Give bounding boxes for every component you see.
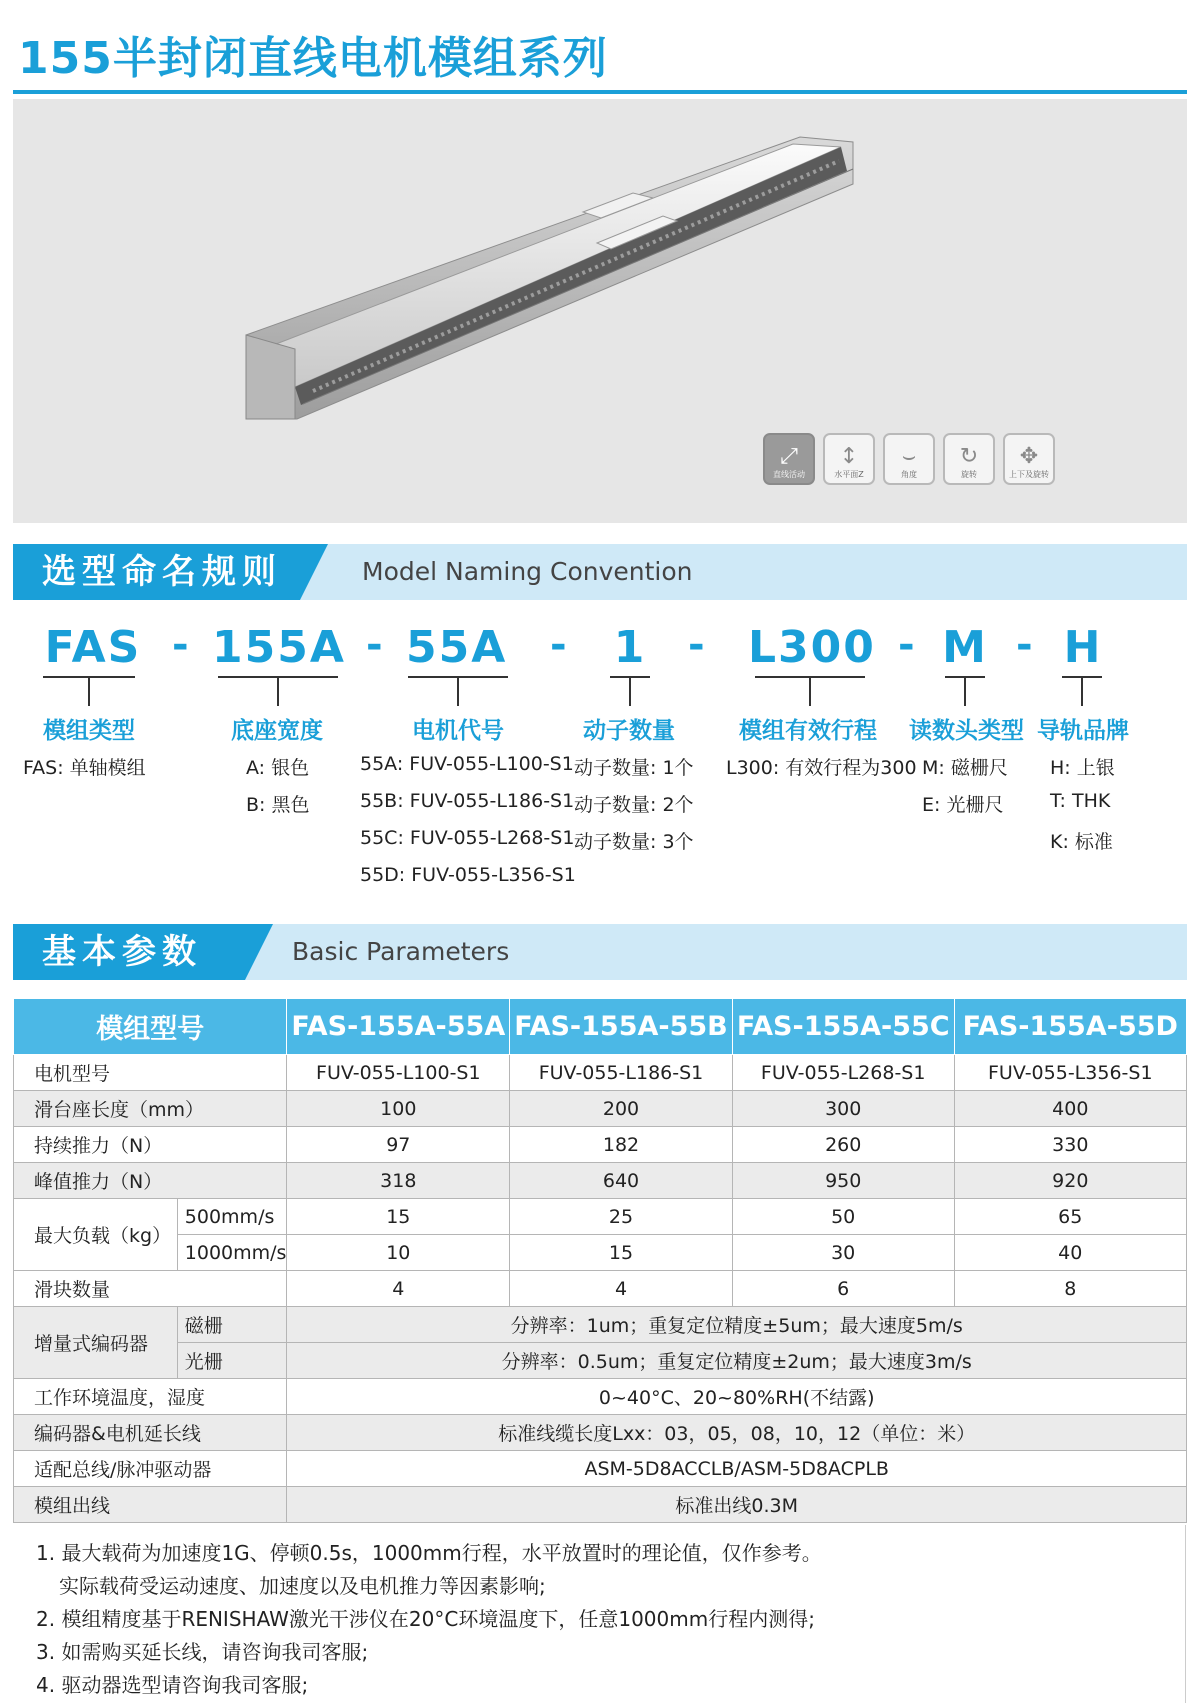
table-row bbox=[14, 1055, 1187, 1091]
vertical-arrow-icon: ↕ bbox=[839, 444, 859, 469]
table-cell: 分辨率：1um；重复定位精度±5um；最大速度5m/s bbox=[287, 1307, 1187, 1343]
arc-arrow-icon: ⌣ bbox=[901, 444, 917, 469]
title-rule bbox=[13, 90, 1187, 94]
motion-icons bbox=[763, 433, 1055, 485]
rotation-icon bbox=[943, 433, 995, 485]
option-item: 动子数量: 2个 bbox=[574, 794, 694, 816]
rotate-arrow-icon: ↻ bbox=[959, 444, 979, 469]
option-item: 55D: FUV-055-L356-S1 bbox=[360, 864, 576, 886]
motion-icon-label: 上下及旋转 bbox=[1009, 470, 1049, 479]
note-line: 实际载荷受运动速度、加速度以及电机推力等因素影响; bbox=[59, 1574, 546, 1598]
option-item: 动子数量: 3个 bbox=[574, 831, 694, 853]
table-cell: 97 bbox=[287, 1127, 510, 1163]
table-cell: 标准出线0.3M bbox=[287, 1487, 1187, 1523]
table-cell: 65 bbox=[954, 1199, 1186, 1235]
sub-label: 光栅 bbox=[177, 1343, 287, 1379]
params-heading-en: Basic Parameters bbox=[292, 937, 510, 966]
table-cell: 50 bbox=[732, 1199, 954, 1235]
connector-stem bbox=[457, 676, 459, 706]
table-cell: 4 bbox=[287, 1271, 510, 1307]
motion-icon-label: 角度 bbox=[901, 470, 917, 479]
header-cell: FAS-155A-55B bbox=[510, 999, 733, 1055]
code-dash: - bbox=[1016, 622, 1033, 668]
linear-motion-icon bbox=[763, 433, 815, 485]
angle-icon bbox=[883, 433, 935, 485]
category-motor-code: 电机代号 bbox=[412, 718, 504, 744]
motion-icon-label: 直线活动 bbox=[773, 470, 805, 479]
code-reader: M bbox=[942, 622, 988, 673]
option-item: L300: 有效行程为300 bbox=[726, 757, 917, 779]
table-cell: 400 bbox=[954, 1091, 1186, 1127]
category-stroke: 模组有效行程 bbox=[739, 718, 877, 744]
table-row bbox=[14, 1199, 1187, 1235]
row-label: 工作环境温度，湿度 bbox=[14, 1379, 287, 1415]
diagonal-arrow-icon: ⤢ bbox=[780, 444, 798, 469]
note-line: 3. 如需购买延长线，请咨询我司客服; bbox=[36, 1640, 369, 1664]
table-row bbox=[14, 1307, 1187, 1343]
row-label: 模组出线 bbox=[14, 1487, 287, 1523]
parameters-table bbox=[13, 998, 1187, 1523]
table-header-row bbox=[14, 999, 1187, 1055]
table-cell: 25 bbox=[510, 1199, 733, 1235]
code-motor: 55A bbox=[406, 622, 508, 673]
note-line: 4. 驱动器选型请咨询我司客服; bbox=[36, 1673, 309, 1697]
connector-stem bbox=[277, 676, 279, 706]
table-cell: 40 bbox=[954, 1235, 1186, 1271]
row-label: 滑台座长度（mm） bbox=[14, 1091, 287, 1127]
table-cell: 920 bbox=[954, 1163, 1186, 1199]
connector-stem bbox=[1081, 676, 1083, 706]
note-line: 1. 最大载荷为加速度1G、停顿0.5s，1000mm行程，水平放置时的理论值，仅作参考。 bbox=[36, 1541, 822, 1565]
table-cell: 100 bbox=[287, 1091, 510, 1127]
sub-label: 1000mm/s bbox=[177, 1235, 287, 1271]
table-cell: 182 bbox=[510, 1127, 733, 1163]
table-cell: 分辨率：0.5um；重复定位精度±2um；最大速度3m/s bbox=[287, 1343, 1187, 1379]
header-cell: FAS-155A-55A bbox=[287, 999, 510, 1055]
header-cell: FAS-155A-55C bbox=[732, 999, 954, 1055]
table-cell: ASM-5D8ACCLB/ASM-5D8ACPLB bbox=[287, 1451, 1187, 1487]
sub-label: 500mm/s bbox=[177, 1199, 287, 1235]
naming-heading-cn: 选型命名规则 bbox=[42, 552, 282, 592]
code-rail: H bbox=[1063, 622, 1103, 673]
table-row bbox=[14, 1343, 1187, 1379]
category-reader-type: 读数头类型 bbox=[909, 718, 1024, 744]
header-cell: 模组型号 bbox=[14, 999, 287, 1055]
motion-icon-label: 水平面Z bbox=[834, 470, 864, 479]
table-row bbox=[14, 1163, 1187, 1199]
header-cell: FAS-155A-55D bbox=[954, 999, 1186, 1055]
code-mover-count: 1 bbox=[613, 622, 647, 673]
connector-stem bbox=[964, 676, 966, 706]
code-fas: FAS bbox=[44, 622, 142, 673]
table-row bbox=[14, 1379, 1187, 1415]
table-cell: FUV-055-L186-S1 bbox=[510, 1055, 733, 1091]
option-item: T: THK bbox=[1050, 790, 1111, 812]
row-label: 最大负载（kg） bbox=[14, 1199, 178, 1271]
option-item: K: 标准 bbox=[1050, 831, 1113, 853]
option-item: M: 磁栅尺 bbox=[922, 757, 1008, 779]
code-dash: - bbox=[172, 622, 189, 668]
code-stroke: L300 bbox=[748, 622, 876, 673]
option-item: A: 银色 bbox=[246, 757, 310, 779]
table-cell: 200 bbox=[510, 1091, 733, 1127]
table-cell: 0~40°C、20~80%RH(不结露) bbox=[287, 1379, 1187, 1415]
category-base-width: 底座宽度 bbox=[231, 718, 323, 744]
vertical-axis-icon bbox=[823, 433, 875, 485]
page-title: 155半封闭直线电机模组系列 bbox=[18, 33, 608, 84]
connector-stem bbox=[629, 676, 631, 706]
table-cell: 15 bbox=[510, 1235, 733, 1271]
table-cell: 330 bbox=[954, 1127, 1186, 1163]
params-heading-cn: 基本参数 bbox=[42, 932, 202, 972]
updown-rotation-icon bbox=[1003, 433, 1055, 485]
table-cell: 标准线缆长度Lxx：03，05，08，10，12（单位：米） bbox=[287, 1415, 1187, 1451]
table-cell: FUV-055-L356-S1 bbox=[954, 1055, 1186, 1091]
code-dash: - bbox=[550, 622, 567, 668]
code-dash: - bbox=[688, 622, 705, 668]
option-item: B: 黑色 bbox=[246, 794, 310, 816]
row-label: 电机型号 bbox=[14, 1055, 287, 1091]
table-row bbox=[14, 1451, 1187, 1487]
table-cell: FUV-055-L100-S1 bbox=[287, 1055, 510, 1091]
option-item: FAS: 单轴模组 bbox=[23, 757, 146, 779]
table-cell: 300 bbox=[732, 1091, 954, 1127]
table-cell: 15 bbox=[287, 1199, 510, 1235]
table-cell: 950 bbox=[732, 1163, 954, 1199]
table-cell: 4 bbox=[510, 1271, 733, 1307]
category-rail-brand: 导轨品牌 bbox=[1037, 718, 1129, 744]
table-row bbox=[14, 1091, 1187, 1127]
table-row bbox=[14, 1487, 1187, 1523]
option-item: H: 上银 bbox=[1050, 757, 1115, 779]
row-label: 峰值推力（N） bbox=[14, 1163, 287, 1199]
option-item: 55A: FUV-055-L100-S1 bbox=[360, 753, 574, 775]
table-cell: 260 bbox=[732, 1127, 954, 1163]
row-label: 持续推力（N） bbox=[14, 1127, 287, 1163]
table-cell: 10 bbox=[287, 1235, 510, 1271]
code-dash: - bbox=[898, 622, 915, 668]
category-module-type: 模组类型 bbox=[43, 718, 135, 744]
table-row bbox=[14, 1271, 1187, 1307]
sub-label: 磁栅 bbox=[177, 1307, 287, 1343]
option-item: E: 光栅尺 bbox=[922, 794, 1004, 816]
table-cell: 640 bbox=[510, 1163, 733, 1199]
table-cell: FUV-055-L268-S1 bbox=[732, 1055, 954, 1091]
table-cell: 30 bbox=[732, 1235, 954, 1271]
option-item: 55B: FUV-055-L186-S1 bbox=[360, 790, 575, 812]
option-item: 55C: FUV-055-L268-S1 bbox=[360, 827, 575, 849]
row-label: 编码器&电机延长线 bbox=[14, 1415, 287, 1451]
cross-rotate-icon: ✥ bbox=[1019, 444, 1039, 469]
code-dash: - bbox=[366, 622, 383, 668]
note-line: 2. 模组精度基于RENISHAW激光干涉仪在20°C环境温度下，任意1000mm行程内测得; bbox=[36, 1607, 815, 1631]
table-cell: 318 bbox=[287, 1163, 510, 1199]
code-width: 155A bbox=[212, 622, 346, 673]
table-row bbox=[14, 1127, 1187, 1163]
naming-heading-en: Model Naming Convention bbox=[362, 557, 693, 586]
option-item: 动子数量: 1个 bbox=[574, 757, 694, 779]
connector-stem bbox=[88, 676, 90, 706]
table-cell: 6 bbox=[732, 1271, 954, 1307]
notes bbox=[36, 1537, 822, 1702]
row-label: 适配总线/脉冲驱动器 bbox=[14, 1451, 287, 1487]
right-divider bbox=[1185, 1525, 1186, 1703]
row-label: 滑块数量 bbox=[14, 1271, 287, 1307]
category-mover-count: 动子数量 bbox=[583, 718, 675, 744]
row-label: 增量式编码器 bbox=[14, 1307, 178, 1379]
table-row bbox=[14, 1415, 1187, 1451]
table-cell: 8 bbox=[954, 1271, 1186, 1307]
table-row bbox=[14, 1235, 1187, 1271]
connector-stem bbox=[809, 676, 811, 706]
motion-icon-label: 旋转 bbox=[961, 470, 977, 479]
